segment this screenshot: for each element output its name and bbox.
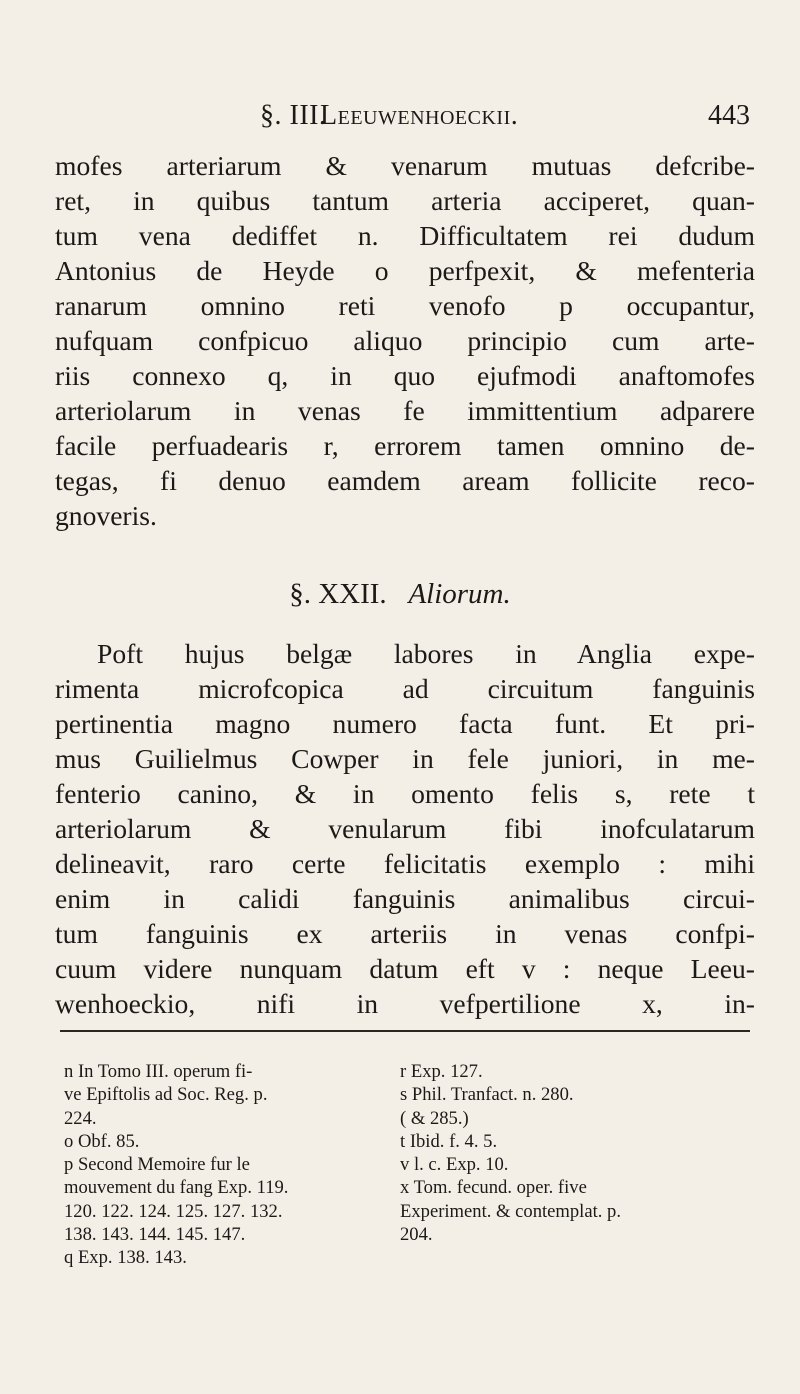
footnote-line: 120. 122. 124. 125. 127. 132. bbox=[64, 1200, 283, 1222]
footnote-line: mouvement du fang Exp. 119. bbox=[64, 1177, 289, 1199]
page-number: 443 bbox=[708, 100, 750, 131]
text-line: facile perfuadearis r, errorem tamen omnino de- bbox=[55, 430, 755, 461]
text-line: enim in calidi fanguinis animalibus circui- bbox=[55, 883, 755, 914]
text-line: wenhoeckio, nifi in vefpertilione x, in- bbox=[55, 988, 755, 1019]
paragraph-1 bbox=[55, 148, 755, 533]
footnote-line: x Tom. fecund. oper. five bbox=[400, 1177, 587, 1199]
text-line: mofes arteriarum & venarum mutuas defcribe- bbox=[55, 150, 755, 181]
header-title: Leeuwenhoeckii. bbox=[320, 100, 519, 131]
text-line: ret, in quibus tantum arteria acciperet, quan- bbox=[55, 185, 755, 216]
text-line: arteriolarum & venularum fibi inofculatarum bbox=[55, 813, 755, 844]
text-line: tum fanguinis ex arteriis in venas confpi- bbox=[55, 918, 755, 949]
footnote-rule bbox=[60, 1030, 750, 1032]
text-line: Poft hujus belgæ labores in Anglia expe- bbox=[97, 638, 755, 669]
footnote-line: s Phil. Tranfact. n. 280. bbox=[400, 1084, 574, 1106]
footnote-line: q Exp. 138. 143. bbox=[64, 1247, 187, 1269]
footnote-line: t Ibid. f. 4. 5. bbox=[400, 1130, 498, 1152]
text-line: fenterio canino, & in omento felis s, rete t bbox=[55, 778, 755, 809]
paragraph-2 bbox=[55, 636, 755, 1021]
footnote-line: ve Epiftolis ad Soc. Reg. p. bbox=[64, 1084, 268, 1106]
footnote-line: ( & 285.) bbox=[400, 1107, 469, 1129]
section-heading bbox=[0, 578, 800, 611]
footnote-line: Experiment. & contemplat. p. bbox=[400, 1200, 622, 1222]
footnote-line: o Obf. 85. bbox=[64, 1130, 140, 1152]
running-header bbox=[60, 100, 750, 140]
footnote-line: p Second Memoire fur le bbox=[64, 1154, 250, 1176]
header-section: §. III. bbox=[260, 100, 327, 131]
text-line: ranarum omnino reti venofo p occupantur, bbox=[55, 290, 755, 321]
section-number: §. XXII. bbox=[289, 578, 387, 610]
footnotes-right-column bbox=[400, 1060, 748, 1246]
footnote-line: 224. bbox=[64, 1107, 97, 1129]
text-line: delineavit, raro certe felicitatis exemplo : mihi bbox=[55, 848, 755, 879]
text-line: gnoveris. bbox=[55, 500, 157, 531]
footnote-line: 138. 143. 144. 145. 147. bbox=[64, 1224, 246, 1246]
footnote-line: r Exp. 127. bbox=[400, 1061, 483, 1082]
footnote-line: n In Tomo III. operum fi- bbox=[64, 1061, 253, 1082]
text-line: nufquam confpicuo aliquo principio cum arte- bbox=[55, 325, 755, 356]
text-line: rimenta microfcopica ad circuitum fanguinis bbox=[55, 673, 755, 704]
text-line: cuum videre nunquam datum eft v : neque Leeu- bbox=[55, 953, 755, 984]
text-line: riis connexo q, in quo ejufmodi anaftomofes bbox=[55, 360, 755, 391]
text-line: mus Guilielmus Cowper in fele juniori, in me- bbox=[55, 743, 755, 774]
footnote-line: 204. bbox=[400, 1224, 433, 1246]
footnote-line: v l. c. Exp. 10. bbox=[400, 1154, 509, 1176]
section-title: Aliorum. bbox=[408, 578, 511, 610]
footnotes-left-column bbox=[64, 1060, 384, 1270]
text-line: Antonius de Heyde o perfpexit, & mefenteria bbox=[55, 255, 755, 286]
text-line: tum vena dediffet n. Difficultatem rei dudum bbox=[55, 220, 755, 251]
text-line: pertinentia magno numero facta funt. Et pri- bbox=[55, 708, 755, 739]
text-line: arteriolarum in venas fe immittentium adparere bbox=[55, 395, 755, 426]
text-line: tegas, fi denuo eamdem aream follicite reco- bbox=[55, 465, 755, 496]
